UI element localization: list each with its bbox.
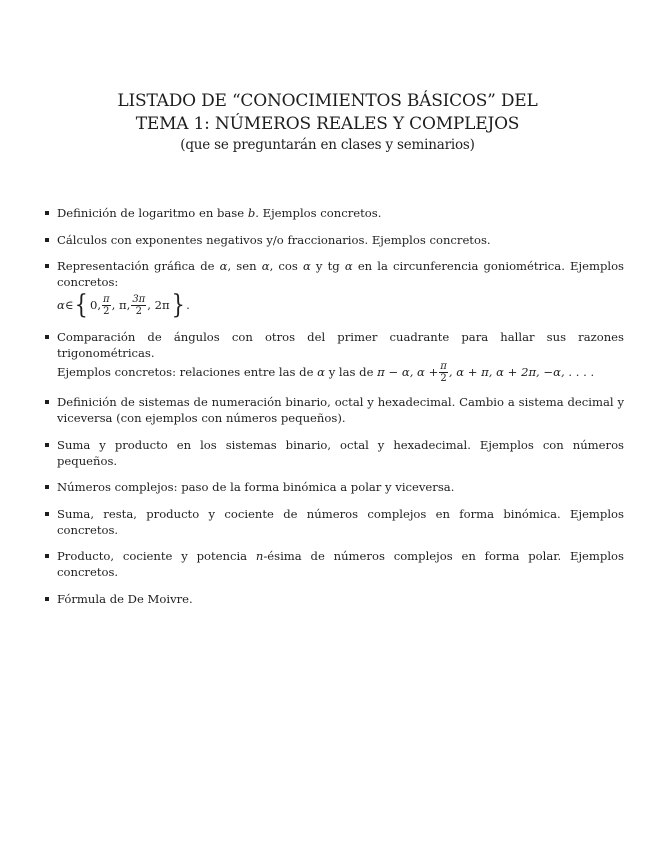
- title-line-1: LISTADO DE “CONOCIMIENTOS BÁSICOS” DEL: [117, 91, 538, 111]
- subtitle: (que se preguntarán en clases y seminarios): [180, 137, 475, 153]
- list-item: Números complejos: paso de la forma binómica a polar y viceversa.: [44, 479, 624, 495]
- list-item: Suma y producto en los sistemas binario, octal y hexadecimal. Ejemplos con números pequeños.: [44, 437, 624, 469]
- list-item: Definición de logaritmo en base b. Ejemplos concretos.: [44, 205, 624, 221]
- list-item: Producto, cociente y potencia n-ésima de números complejos en forma polar. Ejemplos concretos.: [44, 548, 624, 580]
- list-item: Definición de sistemas de numeración binario, octal y hexadecimal. Cambio a sistema decimal y viceversa (con ejemplos con números pequeños).: [44, 394, 624, 426]
- list-item: Comparación de ángulos con otros del primer cuadrante para hallar sus razones trigonométricas. Ejemplos concretos: relaciones entre las de α y las de π − α, α + $\frac{\pi}{2}$ , α + π, α + 2π, −α, . . . .: [44, 329, 624, 384]
- list-item: Cálculos con exponentes negativos y/o fraccionarios. Ejemplos concretos.: [44, 232, 624, 248]
- list-item: Representación gráfica de α, sen α, cos α y tg α en la circunferencia goniométrica. Ejemplos concretos: α ∈ { 0, $\frac{\pi}{2}$ , π, $\frac{3\pi}{2}$ , 2π } .: [44, 258, 624, 318]
- list-item: Fórmula de De Moivre.: [44, 591, 624, 607]
- list-item: Suma, resta, producto y cociente de números complejos en forma binómica. Ejemplos concretos.: [44, 506, 624, 538]
- title-line-2: TEMA 1: NÚMEROS REALES Y COMPLEJOS: [135, 114, 520, 134]
- topics-list: [44, 205, 624, 617]
- angle-set: α ∈ { 0, $\frac{\pi}{2}$ , π, $\frac{3\pi}{2}$ , 2π } .: [57, 290, 190, 320]
